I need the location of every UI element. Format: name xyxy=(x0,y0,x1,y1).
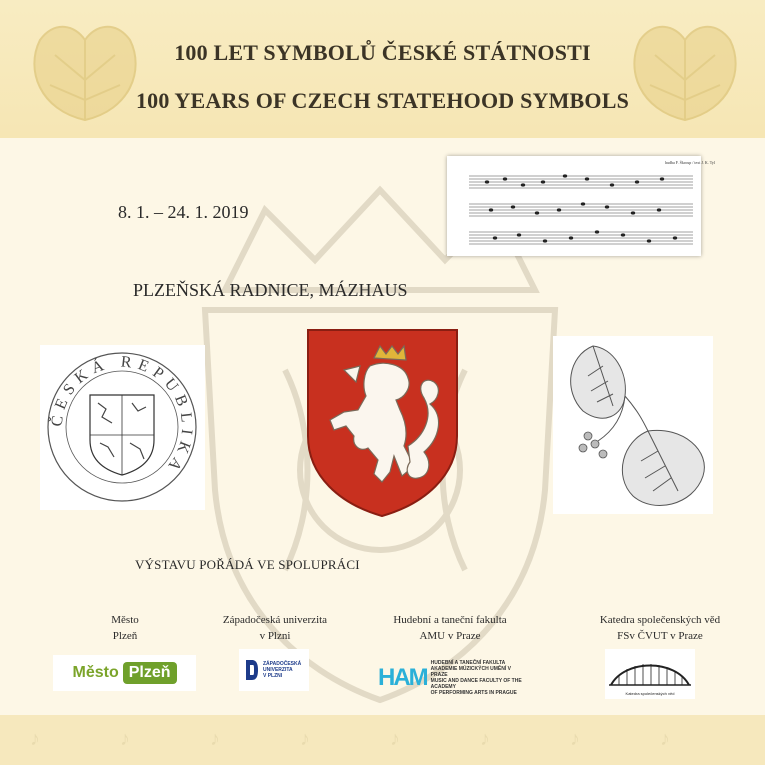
partner-line1: Hudební a taneční fakulta xyxy=(393,614,507,626)
anthem-music-sheet xyxy=(447,156,715,256)
cvut-logo-text: Katedra společenských věd xyxy=(625,691,675,696)
linden-branch-drawing xyxy=(553,336,713,514)
music-note-icon: ♪ xyxy=(390,728,400,750)
zcu-mark-icon xyxy=(245,659,259,681)
music-staff-icon xyxy=(447,156,715,256)
partner-line2: Plzeň xyxy=(112,630,138,642)
logo-plzen-word: Plzeň xyxy=(123,662,177,684)
hamu-mark: HAM xyxy=(378,664,427,691)
cooperation-label: VÝSTAVU POŘÁDÁ VE SPOLUPRÁCI xyxy=(135,557,360,572)
title-czech: 100 LET SYMBOLŮ ČESKÉ STÁTNOSTI xyxy=(174,40,591,65)
coat-of-arms-shield xyxy=(304,326,461,519)
music-note-icon: ♪ xyxy=(210,728,220,750)
partner-zcu xyxy=(200,612,350,644)
hamu-logo-text: HUDEBNÍ A TANEČNÍ FAKULTA AKADEMIE MÚZICKÝCH UMĚNÍ V PRAZE MUSIC AND DANCE FACULTY OF THE ACADEMY OF PERFORMING ARTS IN PRAGUE xyxy=(430,660,522,696)
partner-line2: AMU v Praze xyxy=(419,630,481,642)
mesto-plzen-logo xyxy=(53,655,196,691)
footer-band xyxy=(0,715,765,765)
partner-line1: Město xyxy=(111,614,139,626)
partner-hamu xyxy=(370,612,530,644)
music-note-icon: ♪ xyxy=(570,728,580,750)
partner-line1: Katedra společenských věd xyxy=(599,614,721,626)
partner-cvut xyxy=(560,612,760,644)
seal-legend: ČESKÁ REPUBLIKA xyxy=(48,353,196,479)
partner-line1: Západočeská univerzita xyxy=(222,614,328,626)
partner-mesto-plzen xyxy=(95,612,155,644)
state-seal xyxy=(40,345,205,510)
logo-mesto-word: Město xyxy=(72,664,119,681)
music-note-icon: ♪ xyxy=(30,728,40,750)
zcu-logo xyxy=(239,649,309,691)
music-note-icon: ♪ xyxy=(480,728,490,750)
zcu-logo-text: ZÁPADOČESKÁ UNIVERZITA V PLZNI xyxy=(263,661,302,679)
cvut-logo xyxy=(605,649,695,699)
partner-line2: v Plzni xyxy=(259,630,291,642)
title-english: 100 YEARS OF CZECH STATEHOOD SYMBOLS xyxy=(135,88,630,113)
seal-drawing-icon xyxy=(40,345,205,510)
partner-line2: FSv ČVUT v Praze xyxy=(617,630,703,642)
bridge-icon xyxy=(605,649,695,699)
hamu-logo xyxy=(378,662,528,694)
music-note-icon: ♪ xyxy=(300,728,310,750)
linden-branch-icon xyxy=(553,336,713,514)
event-venue: PLZEŇSKÁ RADNICE, MÁZHAUS xyxy=(133,280,408,300)
music-note-icon: ♪ xyxy=(120,728,130,750)
music-note-icon: ♪ xyxy=(660,728,670,750)
music-credit: hudba F. Škroup / text J. K. Tyl xyxy=(665,160,715,165)
svg-text:ČESKÁ REPUBLIKA xyxy=(47,353,196,478)
event-dates: 8. 1. – 24. 1. 2019 xyxy=(118,202,249,222)
